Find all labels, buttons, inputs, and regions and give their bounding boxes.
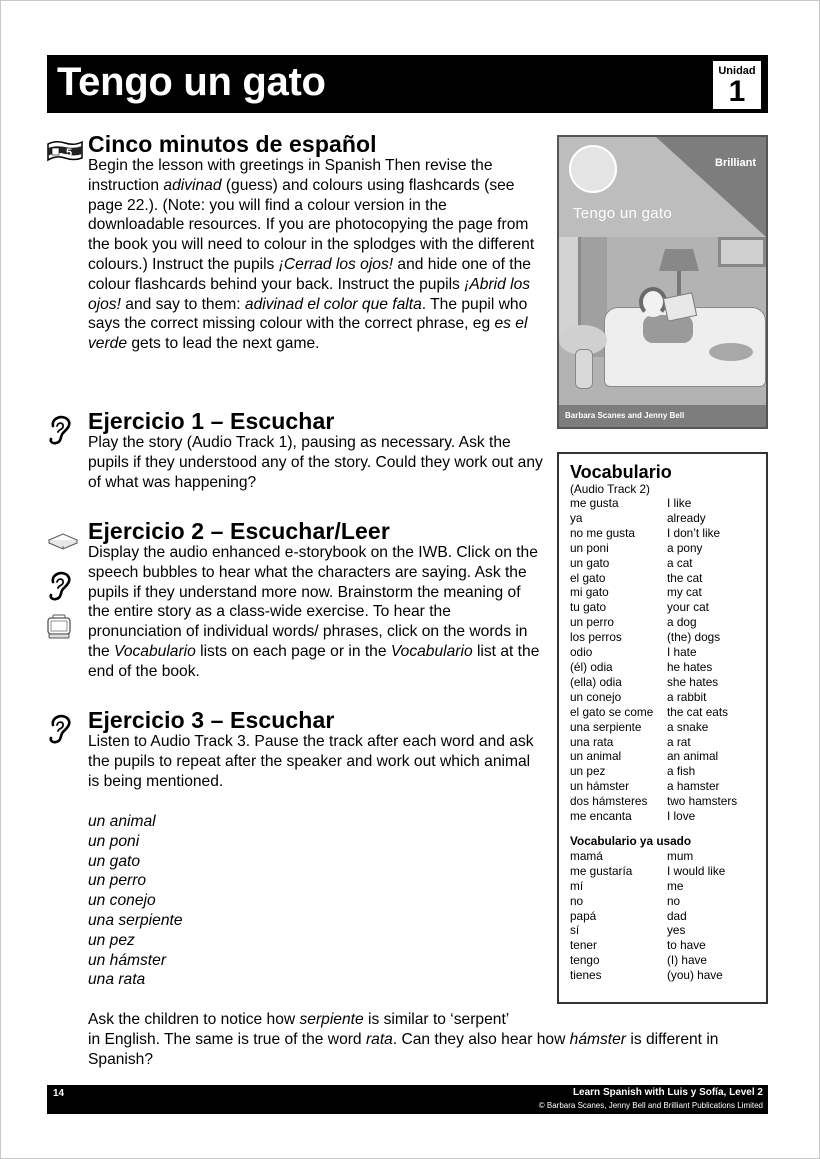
spanish-word: un animal [570,749,622,764]
spanish-word: un hámster [570,779,630,794]
spanish-word: odio [570,645,593,660]
scene-vase [575,349,593,389]
english-meaning: he hates [667,659,713,674]
english-meaning: I like [667,496,692,510]
text-run: . Can they also hear how [392,1030,570,1048]
text-run: and hide one of the colour flashcards behind your back. Instruct the pupils [88,255,531,293]
section-body [88,433,543,492]
spanish-word: los perros [570,630,622,645]
vocab-row [570,645,737,660]
scene-picture [718,237,766,267]
vocab-row [570,705,737,720]
ear-listen-icon [47,414,73,446]
english-meaning: a snake [667,719,709,734]
vocab-row [570,809,737,824]
title-bar [47,55,768,113]
spanish-word: tengo [570,953,600,968]
spanish-word: no me gusta [570,525,635,540]
english-meaning: already [667,510,706,525]
unit-number: 1 [728,75,746,108]
spanish-word: me encanta [570,809,632,824]
section-body [88,543,543,682]
scene-lamp [659,249,699,271]
vocab-row [570,615,737,630]
scene-cat [709,343,753,361]
vocab-row [570,968,725,983]
vocab-used-table [570,849,725,983]
series-title: Learn Spanish with Luis y Sofía, Level 2 [572,1087,763,1098]
english-meaning: yes [667,923,686,938]
animal-word: un animal [88,813,156,830]
spanish-word: me gustaría [570,863,633,878]
unit-badge [712,60,762,110]
animal-word: un conejo [88,892,156,910]
english-meaning: mum [667,848,694,863]
section-heading: Cinco minutos de español [88,131,377,157]
section-ejercicio-1 [88,409,543,492]
vocab-row [570,938,725,953]
english-meaning: my cat [667,585,702,600]
animal-word: un poni [88,832,140,850]
vocab-title: Vocabulario [570,462,672,482]
english-meaning: a pony [667,540,703,555]
section-cinco-minutos [88,132,543,354]
spanish-word: mamá [570,848,603,863]
spanish-word: una rata [570,734,614,749]
section-heading: Ejercicio 3 – Escuchar [88,707,335,733]
vocab-row [570,764,737,779]
whiteboard-screen-icon [47,614,71,640]
animal-word: una rata [88,971,146,989]
spanish-word: tu gato [570,600,607,615]
spanish-word: una serpiente [570,719,642,734]
vocab-used-title: Vocabulario ya usado [570,833,692,848]
vocab-row [570,864,725,879]
vocab-row [570,571,737,586]
italic-term: serpiente [299,1011,364,1028]
section-heading: Ejercicio 1 – Escuchar [88,408,335,434]
brilliant-logo: Brilliant [715,157,756,169]
text-run: list at the end of the book. [88,642,540,680]
svg-text:5: 5 [66,147,73,159]
english-meaning: dad [667,908,687,923]
animal-word: un hámster [88,951,167,969]
english-meaning: a dog [667,615,697,630]
vocab-row [570,894,725,909]
ear-listen-icon [47,713,73,745]
vocab-row [570,690,737,705]
spanish-word: el gato [570,570,606,585]
spanish-word: (ella) odia [570,674,622,689]
spanish-word: mi gato [570,585,609,600]
animal-word: un gato [88,852,141,870]
book-cover-image [557,135,768,429]
spanish-word: un conejo [570,689,622,704]
english-meaning: (you) have [667,968,723,983]
section-body [88,156,543,354]
italic-term: Vocabulario [114,642,196,660]
spanish-word: ya [570,510,583,525]
text-run: is similar to ‘serpent’ [363,1011,510,1028]
page-footer [47,1085,768,1114]
copyright: © Barbara Scanes, Jenny Bell and Brilliant Publications Limited [538,1101,763,1110]
page-title: Tengo un gato [57,60,326,104]
vocab-row [570,630,737,645]
text-run: . The pupil who says the correct missing colour with the correct phrase, eg [88,295,528,333]
spanish-word: no [570,893,584,908]
english-meaning: an animal [667,749,719,764]
spanish-word: tener [570,938,597,953]
cover-authors: Barbara Scanes and Jenny Bell [559,405,766,427]
vocab-row [570,600,737,615]
text-run: is different in Spanish? [88,1030,719,1068]
spanish-word: el gato se come [570,704,654,719]
vocab-row [570,953,725,968]
vocab-table [570,496,737,824]
text-run: Play the story (Audio Track 1), pausing as necessary. Ask the pupils if they understood any of the story. Could they work out any of what was happening? [88,434,543,491]
scene-window [559,237,581,337]
text-run: Display the audio enhanced e-storybook on the IWB. Click on the speech bubbles to hear what the characters are saying. Ask the pupils if they understand more now. Brainstorm the meaning of the entire story as a class-wide exercise. To hear the pronunciation of individual words/ phrases, click on the words in the [88,544,538,660]
italic-term: adivinad [163,176,222,194]
english-meaning: two hamsters [667,794,738,809]
english-meaning: (I) have [667,953,707,968]
text-run: Listen to Audio Track 3. Pause the track after each word and ask the pupils to repeat after the speaker and work out which animal is being mentioned. [88,733,534,790]
vocab-row [570,660,737,675]
vocab-subtitle: (Audio Track 2) [570,482,650,496]
vocab-row [570,526,737,541]
spanish-word: un poni [570,540,609,555]
english-meaning: a cat [667,555,693,570]
vocab-row [570,720,737,735]
english-meaning: a rat [667,734,691,749]
page-number: 14 [53,1088,65,1099]
text-run: Ask the children to notice how [88,1011,300,1028]
italic-term: Vocabulario [390,642,473,660]
english-meaning: the cat [667,570,703,585]
english-meaning: a hamster [667,779,720,794]
italic-term: rata [365,1030,393,1048]
english-meaning: (the) dogs [667,630,721,645]
vocab-row [570,779,737,794]
english-meaning: I don’t like [667,525,721,540]
animal-word-list [88,812,308,990]
text-run: and say to them: [120,295,245,313]
closing-paragraph [88,1010,768,1069]
spanish-word: dos hámsteres [570,794,648,809]
italic-term: es el verde [88,315,528,353]
cover-corner [656,137,766,237]
section-heading: Ejercicio 2 – Escuchar/Leer [88,518,390,544]
english-meaning: to have [667,938,706,953]
spanish-word: un pez [570,764,606,779]
english-meaning: I love [667,809,696,824]
spanish-word: papá [570,908,597,923]
spanish-word: mí [570,878,584,893]
vocab-row [570,794,737,809]
text-run: (guess) and colours using flashcards (see page 22.). (Note: you will find a colour version in the downloadable resources. If you are photocopying the page from the book you will need to colour in the splodges with the different colours.) Instruct the pupils [88,176,535,273]
text-run: Begin the lesson with greetings in Spanish Then revise the instruction [88,157,493,194]
english-meaning: the cat eats [667,704,728,719]
vocab-row [570,556,737,571]
section-ejercicio-3 [88,708,543,791]
section-ejercicio-2 [88,519,543,682]
vocab-row [570,923,725,938]
vocabulario-box [557,452,768,1004]
section-body [88,732,543,791]
spanish-flag-5-icon [46,139,84,163]
english-meaning: I hate [667,645,697,660]
spanish-word: sí [570,923,580,938]
italic-term: ¡Abrid los ojos! [88,275,531,313]
animal-word: un pez [88,931,135,949]
book-read-icon [47,532,79,552]
text-run: lists on each page or in the [195,642,391,660]
spanish-word: me gusta [570,496,619,510]
learn-spanish-logo [569,145,617,193]
cover-illustration [559,237,766,407]
spanish-word: (él) odia [570,659,613,674]
animal-word: una serpiente [88,911,183,929]
italic-term: ¡Cerrad los ojos! [278,255,394,273]
english-meaning: a fish [667,764,696,779]
english-meaning: I would like [667,863,726,878]
text-run: in English. The same is true of the word [88,1030,366,1048]
english-meaning: a rabbit [667,689,707,704]
ear-listen-icon [47,570,73,602]
spanish-word: tienes [570,968,602,983]
spanish-word: un gato [570,555,610,570]
spanish-word: un perro [570,615,614,630]
english-meaning: your cat [667,600,709,615]
cover-title: Tengo un gato [573,205,672,222]
english-meaning: she hates [667,674,719,689]
vocab-row [570,511,737,526]
vocab-row [570,735,737,750]
italic-term: adivinad el color que falta [244,295,422,313]
text-run: gets to lead the next game. [127,335,320,353]
vocab-row [570,879,725,894]
vocab-row [570,675,737,690]
animal-word: un perro [88,872,147,890]
vocab-row [570,849,725,864]
vocab-row [570,749,737,764]
vocab-row [570,541,737,556]
english-meaning: no [667,893,681,908]
vocab-row [570,585,737,600]
italic-term: hámster [569,1030,627,1048]
vocab-row [570,909,725,924]
unit-label: Unidad [718,65,756,77]
vocab-row [570,496,737,511]
english-meaning: me [667,878,684,893]
